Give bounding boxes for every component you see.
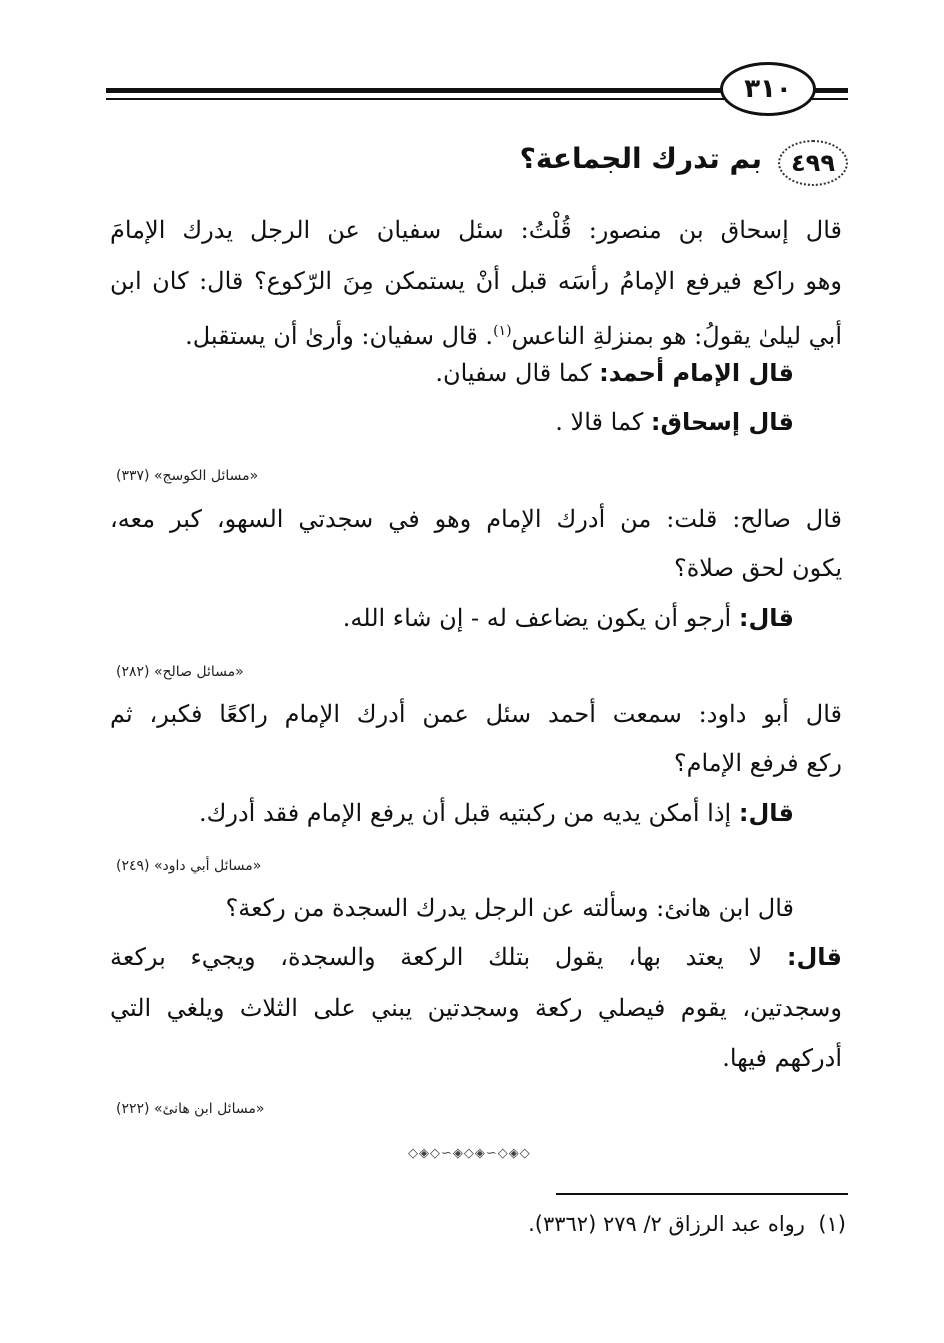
entry-3-line-1: قال أبو داود: سمعت أحمد سئل عمن أدرك الإمام راكعًا فكبر، ثم <box>110 700 842 728</box>
answer-text: إذا أمكن يديه من ركبتيه قبل أن يرفع الإمام فقد أدرك. <box>198 799 739 827</box>
entry-3-line-2: ركع فرفع الإمام؟ <box>673 749 842 777</box>
page-number: ٣١٠ <box>744 74 792 104</box>
entry-4-answer <box>110 940 842 974</box>
entry-1-speaker-2 <box>555 405 794 439</box>
section-title: بم تدرك الجماعة؟ <box>519 142 762 175</box>
section-number: ٤٩٩ <box>791 149 835 177</box>
entry-2-line-1: قال صالح: قلت: من أدرك الإمام وهو في سجدتي السهو، كبر معه، <box>110 505 842 533</box>
answer-text: لا يعتد بها، يقول بتلك الركعة والسجدة، ويجيء بركعة <box>110 943 787 971</box>
entry-4-line-1: قال ابن هانئ: وسألته عن الرجل يدرك السجدة من ركعة؟ <box>225 894 794 922</box>
header-rule-thick <box>106 88 724 93</box>
answer-label: قال: <box>738 604 794 632</box>
entry-2-line-2: يكون لحق صلاة؟ <box>673 554 842 582</box>
footnote-ref[interactable]: (١) <box>493 323 512 339</box>
entry-1-line-2: وهو راكع فيرفع الإمامُ رأسَه قبل أنْ يستمكن مِنَ الرّكوع؟ قال: كان ابن <box>110 267 842 295</box>
entry-1-line-3 <box>185 314 842 353</box>
speaker-label: قال الإمام أحمد: <box>599 359 794 387</box>
entry-1-speaker-1 <box>435 356 794 390</box>
page-number-badge <box>720 62 816 116</box>
entry-1-line-1: قال إسحاق بن منصور: قُلْتُ: سئل سفيان عن الرجل يدرك الإمامَ <box>110 216 842 244</box>
entry-2-answer <box>343 601 794 635</box>
entry-1-line-3-rest: . قال سفيان: وأرىٰ أن يستقبل. <box>185 322 494 350</box>
answer-label: قال: <box>738 799 794 827</box>
footnote-rule <box>556 1193 848 1195</box>
entry-1-line-3-text: أبي ليلىٰ يقولُ: هو بمنزلةِ الناعس <box>511 322 842 350</box>
entry-4-source: «مسائل ابن هانئ» (٢٢٢) <box>116 1101 265 1117</box>
entry-2-source: «مسائل صالح» (٢٨٢) <box>116 664 244 680</box>
header-rule-right <box>812 88 848 93</box>
answer-text: أرجو أن يكون يضاعف له - إن شاء الله. <box>342 604 739 632</box>
speaker-text: كما قال سفيان. <box>435 359 600 387</box>
answer-label: قال: <box>786 943 842 971</box>
entry-3-answer <box>199 796 794 830</box>
footnote-1 <box>528 1212 846 1236</box>
entry-3-source: «مسائل أبي داود» (٢٤٩) <box>116 858 262 874</box>
section-number-badge <box>778 140 848 186</box>
speaker-label: قال إسحاق: <box>650 408 794 436</box>
ornament-divider: ◇◈◇∽◈◇◈∽◇◈◇ <box>408 1146 531 1161</box>
entry-1-source: «مسائل الكوسج» (٣٣٧) <box>116 468 259 484</box>
header-rule-thin <box>106 98 724 100</box>
entry-4-answer-line-3: أدركهم فيها. <box>722 1044 842 1072</box>
speaker-text: كما قالا . <box>555 408 651 436</box>
header-rule-right-thin <box>812 98 848 100</box>
entry-4-answer-line-2: وسجدتين، يقوم فيصلي ركعة وسجدتين يبني على الثلاث ويلغي التي <box>110 994 842 1022</box>
footnote-text: رواه عبد الرزاق ٢/ ٢٧٩ (٣٣٦٢). <box>528 1212 805 1236</box>
footnote-marker: (١) <box>818 1212 846 1236</box>
